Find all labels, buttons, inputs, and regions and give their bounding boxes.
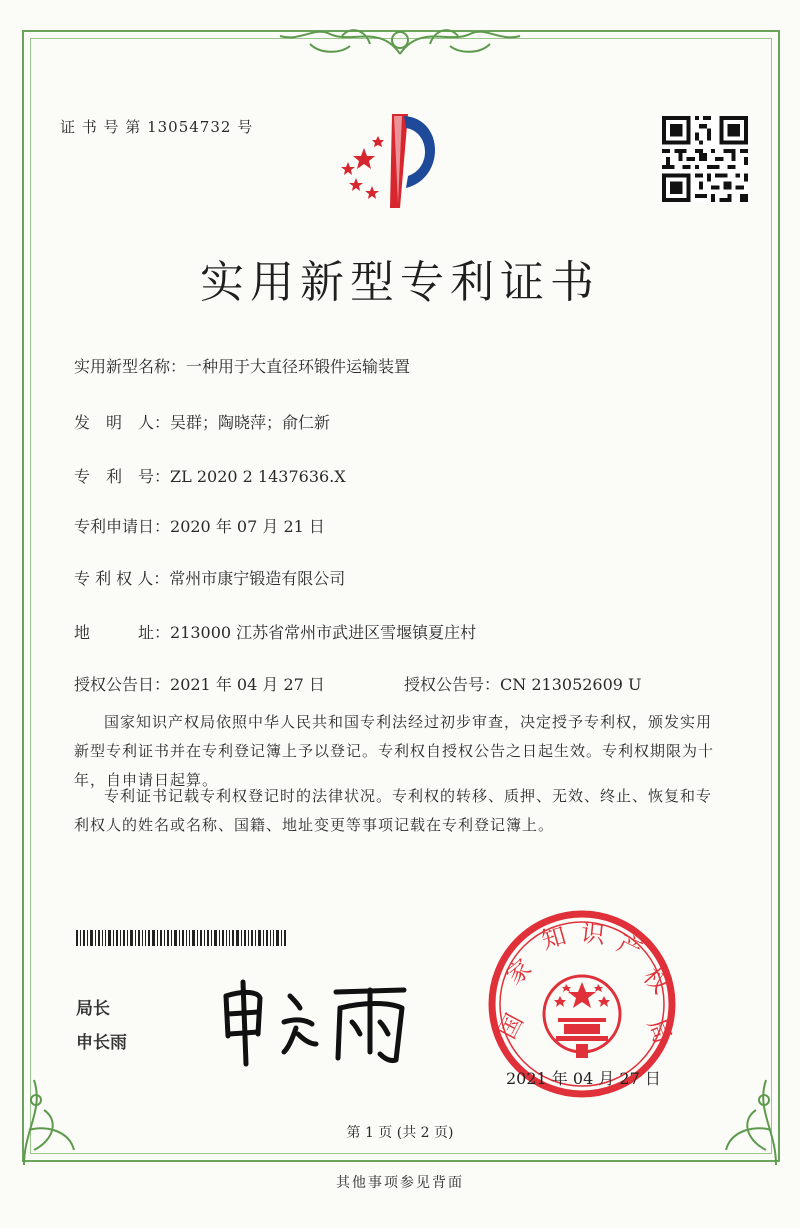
field-value: CN 213052609 U (500, 675, 642, 694)
seal-char: 知 (538, 921, 570, 956)
seal-char: 局 (641, 1014, 677, 1048)
field-value: 2021 年 04 月 27 日 (170, 675, 325, 694)
field-patentee (74, 566, 345, 589)
seal-char: 权 (637, 962, 675, 999)
field-label: 授权公告号： (404, 675, 501, 694)
corner-ornament-bottom-right (706, 1070, 786, 1170)
body-paragraph-2: 专利证书记载专利权登记时的法律状况。专利权的转移、质押、无效、终止、恢复和专利权人的姓名或名称、国籍、地址变更等事项记载在专利登记簿上。 (74, 787, 713, 834)
field-grant-date (74, 672, 325, 695)
footer-note: 其他事项参见背面 (336, 1175, 464, 1191)
seal-date: 2021 年 04 月 27 日 (506, 1069, 661, 1088)
field-label: 地 址： (74, 623, 171, 642)
certificate-number: 证 书 号 第 13054732 号 (60, 118, 254, 136)
field-value: ZL 2020 2 1437636.X (170, 467, 346, 486)
field-label: 专 利 权 人： (74, 569, 170, 588)
page-number: 第 1 页 (共 2 页) (346, 1125, 454, 1141)
field-label: 发 明 人： (74, 413, 171, 432)
certificate-title: 实用新型专利证书 (200, 257, 600, 308)
field-label: 授权公告日： (74, 675, 171, 694)
field-value: 常州市康宁锻造有限公司 (169, 569, 346, 588)
field-value: 一种用于大直径环锻件运输装置 (186, 357, 411, 376)
seal-char: 识 (579, 918, 607, 950)
field-utility-model-name (74, 354, 410, 377)
field-label: 专利申请日： (74, 517, 171, 536)
seal-char: 产 (612, 928, 647, 965)
field-value: 吴群；陶晓萍；俞仁新 (170, 413, 331, 432)
field-value: 213000 江苏省常州市武进区雪堰镇夏庄村 (170, 623, 477, 642)
barcode (76, 930, 286, 946)
field-application-date (74, 514, 325, 537)
seal-char: 国 (492, 1009, 529, 1044)
field-value: 2020 年 07 月 21 日 (170, 517, 325, 536)
cnipa-logo (334, 108, 448, 216)
body-paragraph-1: 国家知识产权局依照中华人民共和国专利法经过初步审查，决定授予专利权，颁发实用新型专利证书并在专利登记簿上予以登记。专利权自授权公告之日起生效。专利权期限为十年，自申请日起算。 (74, 713, 715, 789)
handwritten-signature (214, 978, 414, 1068)
corner-ornament-bottom-left (14, 1070, 94, 1170)
seal-char: 家 (500, 953, 538, 991)
signatory-name: 申长雨 (76, 1033, 127, 1053)
field-label: 专 利 号： (74, 467, 171, 486)
field-patent-number (74, 464, 346, 487)
field-label: 实用新型名称： (74, 357, 187, 376)
qr-code (662, 116, 748, 202)
field-grant-number (404, 672, 642, 695)
top-ornament (270, 14, 530, 64)
signatory-role: 局长 (76, 999, 110, 1019)
field-address (74, 620, 476, 643)
field-inventor (74, 410, 330, 433)
